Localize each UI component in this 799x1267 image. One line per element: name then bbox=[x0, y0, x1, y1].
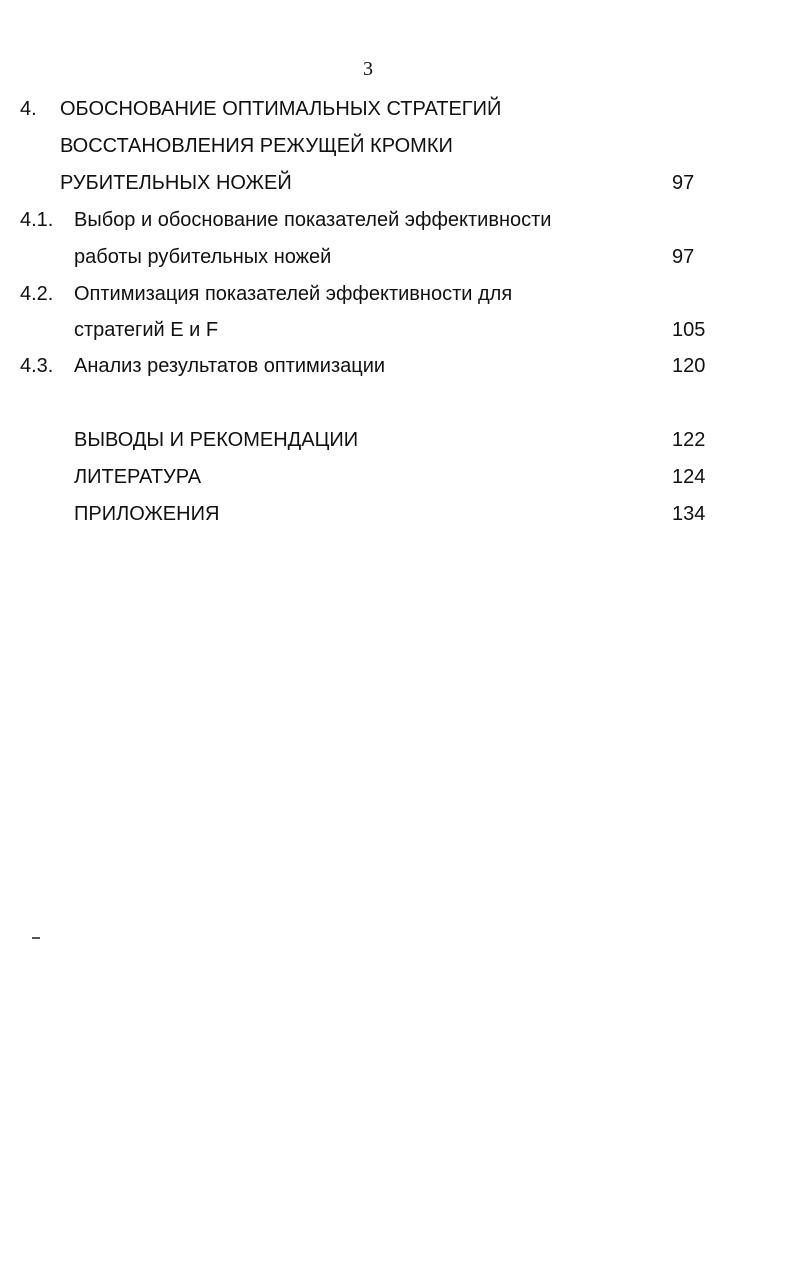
toc-section-4-1-title-line-2: работы рубительных ножей bbox=[74, 246, 332, 268]
toc-section-4-3-number: 4.3. bbox=[20, 355, 54, 377]
toc-chapter-4-number: 4. bbox=[20, 98, 37, 120]
toc-section-4-2-title-line-1: Оптимизация показателей эффективности для bbox=[74, 283, 513, 305]
toc-section-4-2-number: 4.2. bbox=[20, 283, 54, 305]
toc-chapter-4-title-line-2: ВОССТАНОВЛЕНИЯ РЕЖУЩЕЙ КРОМКИ bbox=[60, 135, 453, 157]
scan-speck bbox=[32, 937, 40, 939]
toc-section-4-2-page: 105 bbox=[672, 319, 706, 341]
toc-appendices-title: ПРИЛОЖЕНИЯ bbox=[74, 503, 220, 525]
toc-section-4-3-title-line-1: Анализ результатов оптимизации bbox=[74, 355, 386, 377]
toc-chapter-4-title-line-1: ОБОСНОВАНИЕ ОПТИМАЛЬНЫХ СТРАТЕГИЙ bbox=[60, 98, 502, 120]
toc-section-4-1-page: 97 bbox=[672, 246, 695, 268]
toc-chapter-4-page: 97 bbox=[672, 172, 695, 194]
toc-conclusions-title: ВЫВОДЫ И РЕКОМЕНДАЦИИ bbox=[74, 429, 359, 451]
toc-section-4-1-title-line-1: Выбор и обоснование показателей эффективности bbox=[74, 209, 552, 231]
toc-chapter-4-title-line-3: РУБИТЕЛЬНЫХ НОЖЕЙ bbox=[60, 172, 292, 194]
toc-section-4-2-title-line-2: стратегий E и F bbox=[74, 319, 219, 341]
toc-literature-page: 124 bbox=[672, 466, 706, 488]
page-number: 3 bbox=[363, 58, 373, 80]
toc-literature-title: ЛИТЕРАТУРА bbox=[74, 466, 202, 488]
toc-appendices-page: 134 bbox=[672, 503, 706, 525]
toc-section-4-1-number: 4.1. bbox=[20, 209, 54, 231]
toc-section-4-3-page: 120 bbox=[672, 355, 706, 377]
toc-conclusions-page: 122 bbox=[672, 429, 706, 451]
